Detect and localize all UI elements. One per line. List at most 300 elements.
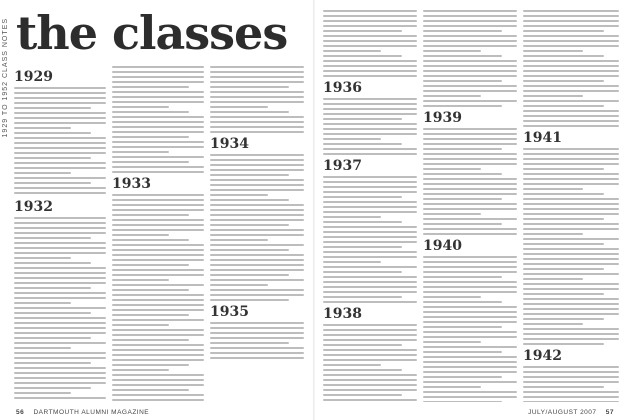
text-line	[112, 81, 204, 83]
class-notes-text	[523, 10, 619, 127]
text-line	[14, 367, 106, 369]
class-year-heading: 1934	[210, 136, 249, 152]
text-line	[523, 203, 619, 205]
text-line	[14, 242, 106, 244]
text-line	[210, 347, 304, 349]
text-line	[112, 234, 169, 236]
text-line	[112, 289, 189, 291]
text-line	[523, 238, 619, 240]
text-line	[323, 128, 417, 130]
text-line	[523, 333, 619, 335]
text-line	[423, 391, 517, 393]
text-line	[423, 90, 517, 92]
class-notes-text	[112, 194, 204, 401]
text-line	[112, 121, 204, 123]
text-line	[523, 173, 619, 175]
text-line	[14, 97, 106, 99]
text-line	[112, 359, 204, 361]
text-line	[323, 324, 417, 326]
text-line	[112, 374, 204, 376]
text-line	[14, 302, 71, 304]
text-line	[112, 344, 204, 346]
text-line	[14, 317, 106, 319]
text-line	[112, 304, 204, 306]
class-year-heading: 1929	[14, 69, 53, 85]
magazine-name: DARTMOUTH ALUMNI MAGAZINE	[33, 409, 150, 416]
text-line	[210, 214, 304, 216]
text-line	[323, 339, 417, 341]
text-line	[210, 184, 304, 186]
text-line	[523, 95, 583, 97]
text-line	[423, 223, 502, 225]
text-line	[112, 66, 204, 68]
class-notes-text	[14, 217, 106, 401]
text-line	[523, 20, 619, 22]
text-line	[323, 181, 417, 183]
text-line	[112, 76, 204, 78]
text-line	[112, 364, 189, 366]
text-line	[423, 168, 481, 170]
text-line	[423, 188, 517, 190]
text-line	[14, 187, 106, 189]
text-line	[112, 214, 189, 216]
text-line	[210, 159, 304, 161]
text-line	[423, 208, 517, 210]
text-line	[112, 86, 189, 88]
text-line	[523, 328, 619, 330]
text-line	[14, 362, 91, 364]
text-line	[14, 232, 106, 234]
text-line	[323, 344, 402, 346]
text-line	[112, 161, 189, 163]
text-line	[323, 251, 417, 253]
text-line	[14, 267, 106, 269]
text-line	[210, 101, 304, 103]
text-line	[210, 204, 304, 206]
text-line	[523, 313, 619, 315]
text-line	[112, 156, 204, 158]
text-line	[112, 171, 204, 173]
text-line	[112, 294, 204, 296]
text-line	[14, 327, 106, 329]
column-1	[14, 66, 106, 401]
text-line	[323, 301, 417, 303]
text-line	[323, 389, 417, 391]
text-line	[210, 289, 304, 291]
text-line	[112, 126, 204, 128]
class-year-heading: 1932	[14, 199, 53, 215]
text-line	[14, 147, 106, 149]
text-line	[210, 189, 304, 191]
text-line	[210, 244, 304, 246]
text-line	[210, 239, 268, 241]
class-notes-text	[323, 98, 417, 155]
text-line	[14, 282, 106, 284]
text-line	[523, 70, 619, 72]
text-line	[323, 329, 417, 331]
class-notes-text	[423, 256, 517, 402]
text-line	[523, 223, 619, 225]
text-line	[323, 65, 417, 67]
text-line	[112, 106, 169, 108]
text-line	[210, 71, 304, 73]
issue-date: JULY/AUGUST 2007	[528, 409, 597, 416]
footer-right	[528, 409, 614, 416]
text-line	[112, 101, 204, 103]
text-line	[14, 87, 106, 89]
text-line	[323, 369, 402, 371]
text-line	[323, 226, 417, 228]
text-line	[423, 70, 517, 72]
text-line	[210, 269, 304, 271]
page-number-left: 56	[16, 409, 25, 416]
text-line	[423, 356, 517, 358]
text-line	[14, 162, 106, 164]
text-line	[423, 75, 517, 77]
text-line	[523, 35, 619, 37]
text-line	[423, 158, 517, 160]
text-line	[523, 193, 604, 195]
column-4	[323, 10, 417, 402]
text-line	[14, 272, 106, 274]
class-notes-text	[323, 324, 417, 402]
class-year-heading: 1939	[423, 110, 462, 126]
text-line	[523, 258, 619, 260]
text-line	[210, 96, 304, 98]
text-line	[210, 234, 304, 236]
text-line	[423, 10, 517, 12]
text-line	[423, 261, 517, 263]
section-side-label: 1929 TO 1952 CLASS NOTES	[2, 18, 9, 138]
page-number-right: 57	[605, 409, 614, 416]
text-line	[323, 286, 417, 288]
text-line	[423, 80, 502, 82]
text-line	[14, 222, 106, 224]
text-line	[210, 327, 304, 329]
text-line	[112, 116, 204, 118]
text-line	[523, 168, 604, 170]
text-line	[523, 158, 619, 160]
text-line	[423, 163, 517, 165]
class-notes-text	[423, 128, 517, 235]
text-line	[423, 306, 517, 308]
text-line	[323, 261, 381, 263]
text-line	[423, 286, 517, 288]
text-line	[523, 318, 604, 320]
text-line	[112, 91, 204, 93]
text-line	[323, 241, 417, 243]
text-line	[423, 296, 481, 298]
text-line	[423, 40, 517, 42]
text-line	[323, 70, 417, 72]
text-line	[14, 277, 106, 279]
text-line	[423, 266, 517, 268]
text-line	[210, 322, 304, 324]
text-line	[112, 146, 204, 148]
text-line	[323, 246, 402, 248]
text-line	[14, 157, 91, 159]
text-line	[423, 336, 517, 338]
class-year-heading: 1941	[523, 130, 562, 146]
text-line	[14, 257, 71, 259]
text-line	[423, 331, 517, 333]
text-line	[523, 50, 583, 52]
text-line	[523, 213, 619, 215]
text-line	[112, 384, 204, 386]
text-line	[323, 216, 381, 218]
text-line	[112, 314, 189, 316]
class-year-heading: 1940	[423, 238, 462, 254]
text-line	[210, 121, 304, 123]
text-line	[210, 224, 289, 226]
text-line	[323, 334, 417, 336]
text-line	[14, 307, 106, 309]
text-line	[210, 357, 304, 359]
text-line	[523, 323, 583, 325]
text-line	[523, 110, 619, 112]
text-line	[523, 303, 619, 305]
text-line	[523, 308, 619, 310]
class-year-heading: 1937	[323, 158, 362, 174]
text-line	[14, 117, 106, 119]
text-line	[210, 131, 304, 133]
text-line	[423, 361, 517, 363]
text-line	[423, 316, 517, 318]
text-line	[14, 177, 106, 179]
text-line	[423, 213, 481, 215]
text-line	[423, 371, 517, 373]
text-line	[323, 236, 417, 238]
text-line	[523, 163, 619, 165]
text-line	[523, 153, 619, 155]
text-line	[523, 105, 604, 107]
text-line	[523, 396, 619, 398]
class-notes-text	[14, 87, 106, 194]
text-line	[523, 60, 619, 62]
text-line	[323, 118, 402, 120]
text-line	[523, 391, 619, 393]
text-line	[523, 178, 619, 180]
text-line	[112, 389, 189, 391]
text-line	[323, 75, 417, 77]
text-line	[323, 374, 417, 376]
text-line	[523, 15, 619, 17]
text-line	[14, 387, 91, 389]
text-line	[323, 394, 402, 396]
text-line	[423, 346, 517, 348]
text-line	[112, 239, 189, 241]
text-line	[323, 359, 417, 361]
text-line	[423, 233, 517, 235]
text-line	[112, 166, 204, 168]
text-line	[14, 167, 106, 169]
text-line	[210, 332, 304, 334]
text-line	[323, 50, 381, 52]
text-line	[323, 176, 417, 178]
text-line	[210, 86, 289, 88]
text-line	[323, 271, 402, 273]
text-line	[112, 71, 204, 73]
text-line	[112, 219, 204, 221]
text-line	[323, 186, 417, 188]
text-line	[323, 196, 402, 198]
text-line	[14, 122, 106, 124]
text-line	[423, 198, 502, 200]
text-line	[323, 201, 417, 203]
text-line	[423, 366, 517, 368]
text-line	[210, 199, 289, 201]
text-line	[14, 372, 106, 374]
text-line	[523, 343, 604, 345]
text-line	[523, 381, 619, 383]
class-notes-text	[112, 66, 204, 173]
text-line	[14, 137, 106, 139]
text-line	[523, 188, 583, 190]
right-page	[315, 0, 628, 420]
class-notes-text	[210, 154, 304, 301]
text-line	[14, 152, 106, 154]
text-line	[210, 194, 268, 196]
text-line	[14, 397, 106, 399]
text-line	[523, 100, 619, 102]
text-line	[523, 243, 604, 245]
text-line	[323, 231, 417, 233]
text-line	[323, 384, 417, 386]
text-line	[210, 81, 304, 83]
class-year-heading: 1938	[323, 306, 362, 322]
text-line	[523, 75, 619, 77]
text-line	[14, 377, 106, 379]
text-line	[523, 273, 619, 275]
text-line	[210, 249, 289, 251]
text-line	[14, 102, 106, 104]
text-line	[112, 136, 189, 138]
page-title: the classes	[16, 6, 288, 60]
text-line	[423, 218, 517, 220]
text-line	[323, 98, 417, 100]
text-line	[523, 218, 604, 220]
text-line	[523, 55, 604, 57]
text-line	[423, 65, 517, 67]
text-line	[423, 291, 517, 293]
text-line	[423, 276, 502, 278]
text-line	[112, 151, 169, 153]
text-line	[112, 264, 189, 266]
text-line	[210, 284, 268, 286]
text-line	[523, 120, 619, 122]
text-line	[210, 111, 289, 113]
class-notes-text	[210, 66, 304, 133]
text-line	[523, 233, 583, 235]
text-line	[323, 211, 417, 213]
text-line	[423, 271, 517, 273]
text-line	[112, 379, 204, 381]
text-line	[323, 206, 417, 208]
text-line	[323, 281, 417, 283]
text-line	[523, 263, 619, 265]
text-line	[423, 386, 481, 388]
text-line	[323, 15, 417, 17]
text-line	[523, 288, 619, 290]
text-line	[423, 376, 502, 378]
text-line	[14, 312, 91, 314]
text-line	[323, 276, 417, 278]
text-line	[523, 80, 604, 82]
text-line	[112, 244, 204, 246]
text-line	[210, 264, 304, 266]
text-line	[210, 179, 304, 181]
text-line	[112, 324, 169, 326]
text-line	[112, 354, 204, 356]
text-line	[523, 65, 619, 67]
text-line	[112, 334, 204, 336]
text-line	[423, 60, 517, 62]
text-line	[14, 382, 106, 384]
text-line	[112, 199, 204, 201]
text-line	[323, 399, 417, 401]
text-line	[323, 379, 417, 381]
text-line	[112, 209, 204, 211]
text-line	[523, 148, 619, 150]
text-line	[523, 125, 619, 127]
text-line	[523, 376, 619, 378]
text-line	[323, 103, 417, 105]
text-line	[523, 278, 583, 280]
text-line	[423, 95, 481, 97]
text-line	[423, 85, 517, 87]
text-line	[323, 256, 417, 258]
text-line	[323, 354, 417, 356]
class-year-heading: 1942	[523, 348, 562, 364]
text-line	[112, 319, 204, 321]
column-3	[210, 66, 304, 401]
text-line	[523, 371, 619, 373]
left-page	[0, 0, 313, 420]
text-line	[323, 138, 381, 140]
text-line	[112, 369, 169, 371]
text-line	[210, 106, 268, 108]
text-line	[423, 45, 517, 47]
text-line	[112, 254, 204, 256]
text-line	[523, 115, 619, 117]
text-line	[112, 299, 204, 301]
text-line	[423, 143, 517, 145]
text-line	[523, 45, 619, 47]
class-notes-text	[323, 10, 417, 77]
class-notes-text	[423, 10, 517, 107]
column-6	[523, 10, 619, 402]
text-line	[323, 148, 417, 150]
text-line	[423, 55, 502, 57]
text-line	[112, 229, 204, 231]
text-line	[423, 148, 502, 150]
text-line	[523, 268, 604, 270]
text-line	[423, 341, 481, 343]
text-line	[14, 247, 106, 249]
class-notes-text	[523, 366, 619, 402]
text-line	[323, 291, 417, 293]
column-5	[423, 10, 517, 402]
text-line	[14, 292, 106, 294]
text-line	[14, 92, 106, 94]
text-line	[423, 50, 481, 52]
text-line	[523, 10, 619, 12]
text-line	[423, 20, 517, 22]
text-line	[14, 347, 71, 349]
text-line	[423, 281, 517, 283]
text-line	[210, 219, 304, 221]
text-line	[14, 252, 106, 254]
